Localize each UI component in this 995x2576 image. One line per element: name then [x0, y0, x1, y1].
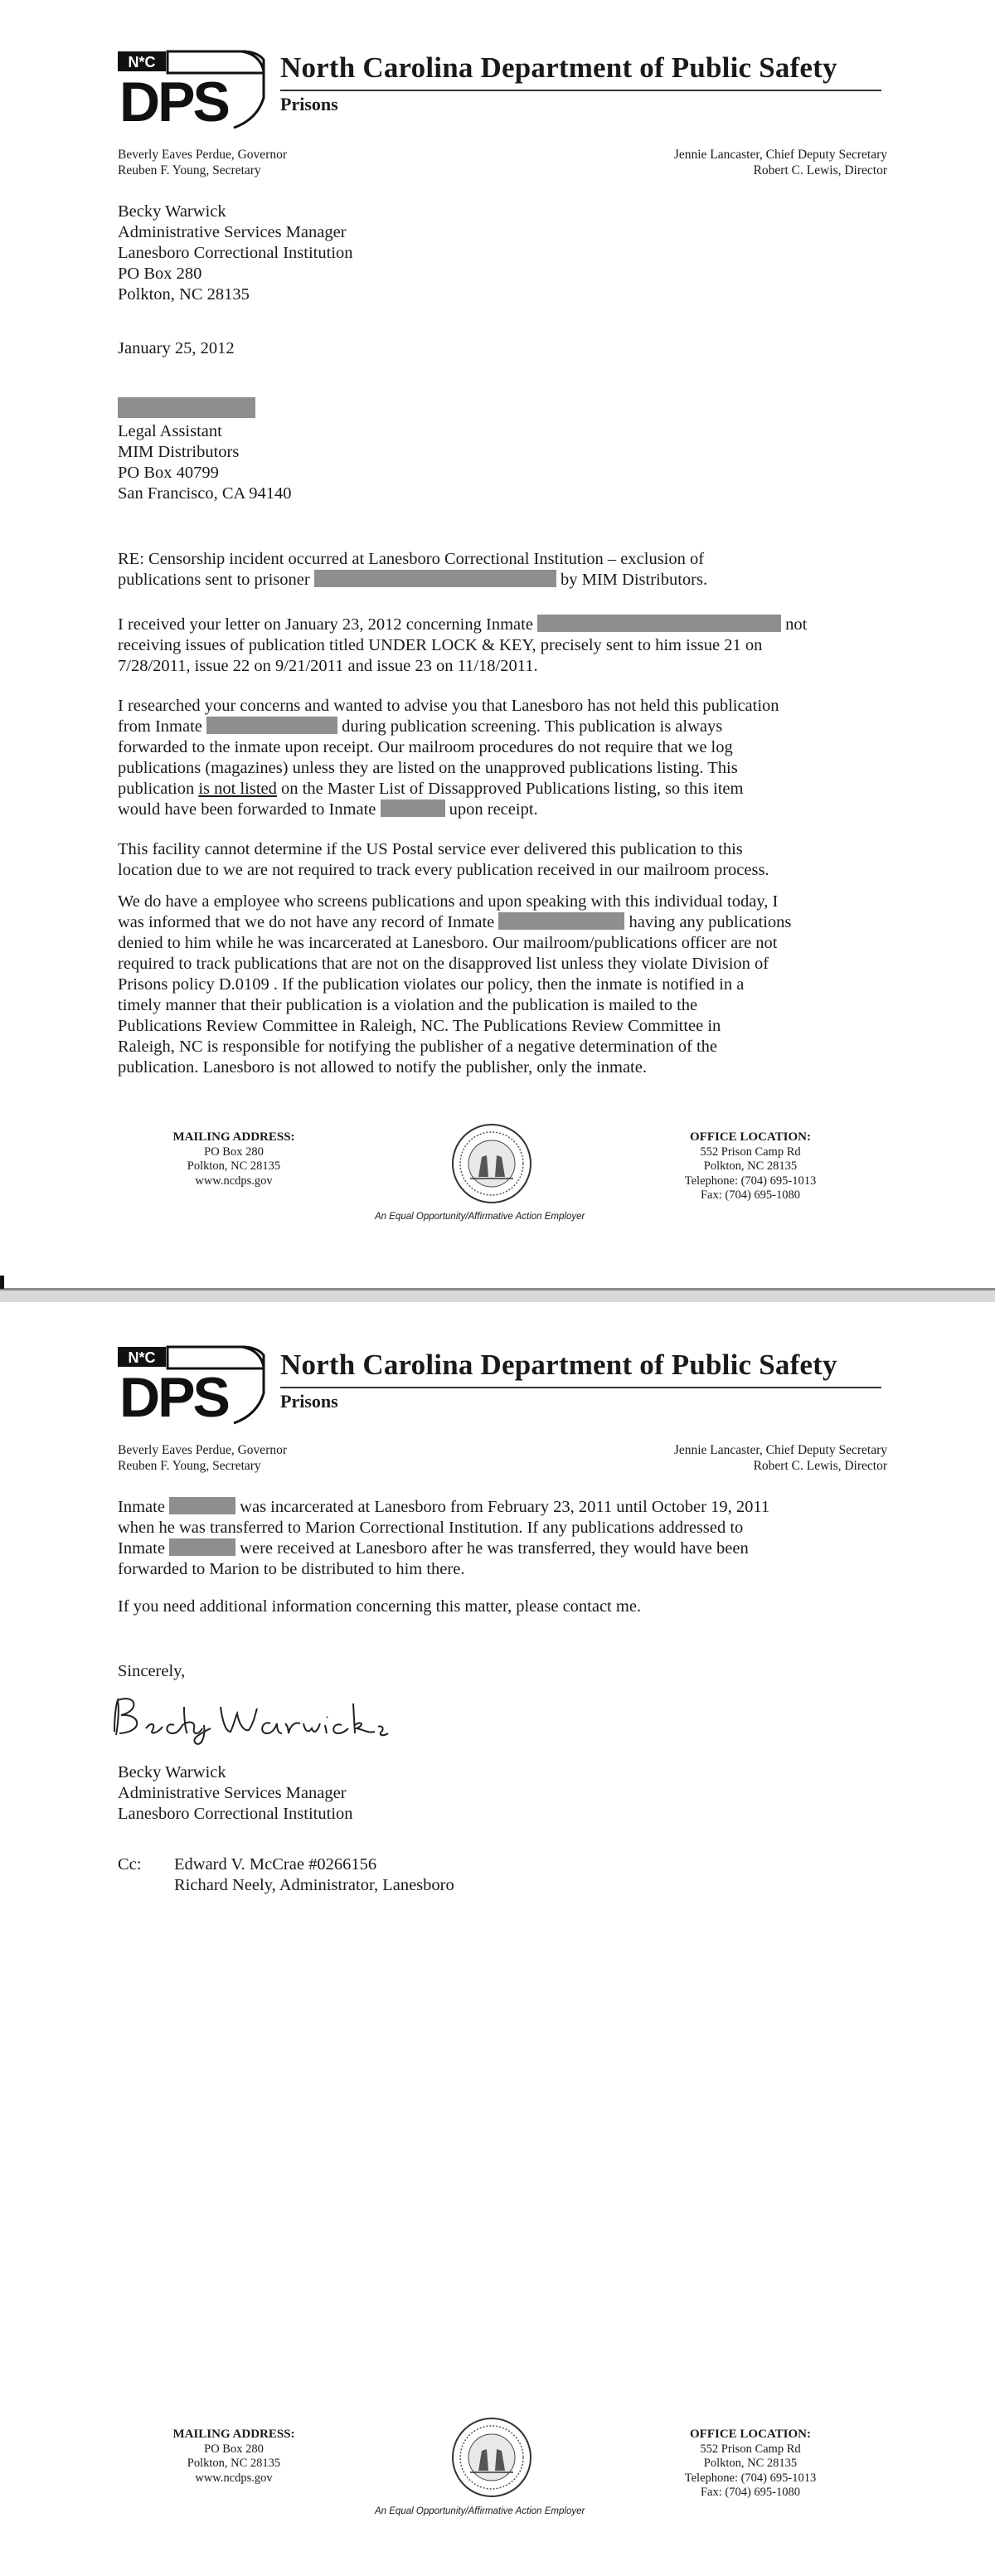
office-location: [667, 2428, 833, 2501]
dps-logo: [118, 48, 265, 129]
officials-right: [674, 147, 887, 178]
p5-line-2: when he was transferred to Marion Correctional Institution. If any publications addressed to: [118, 1519, 744, 1537]
officials-left: [118, 147, 287, 178]
p4-line-1: We do have a employee who screens publications and upon speaking with this individual today, I: [118, 892, 779, 911]
official-secretary: Reuben F. Young, Secretary: [118, 163, 261, 177]
paragraph-employee-screening: [118, 892, 897, 1078]
state-seal-icon: [450, 1122, 533, 1205]
p5-line-4: forwarded to Marion to be distributed to him there.: [118, 1560, 465, 1578]
official-governor: Beverly Eaves Perdue, Governor: [118, 148, 288, 162]
p4-line-8: Raleigh, NC is responsible for notifying the publisher of a negative determination of the: [118, 1038, 718, 1056]
signer-institution: Lanesboro Correctional Institution: [118, 1805, 353, 1823]
re-line-1: RE: Censorship incident occurred at Lanesboro Correctional Institution – exclusion of: [118, 550, 705, 568]
division-name: Prisons: [280, 1391, 338, 1412]
p2-text: publication: [118, 780, 195, 798]
office-city: Polkton, NC 28135: [703, 2457, 798, 2470]
p2-line-1: I researched your concerns and wanted to advise you that Lanesboro has not held this publication: [118, 697, 779, 715]
p1-line-2: receiving issues of publication titled UNDER LOCK & KEY, precisely sent to him issue 21 on: [118, 636, 763, 654]
letter-page-2: [0, 1302, 995, 2576]
p2-text-end: on the Master List of Dissapproved Publications listing, so this item: [281, 780, 744, 798]
sender-address: [118, 202, 353, 305]
re-text: publications sent to prisoner: [118, 571, 310, 589]
website-link[interactable]: www.ncdps.gov: [195, 1174, 273, 1188]
letterhead-rule: [280, 1387, 881, 1388]
p4-line-5: Prisons policy D.0109 . If the publication violates our policy, then the inmate is notified in a: [118, 975, 745, 994]
p4-line-4: required to track publications that are not on the disapproved list unless they violate Division of: [118, 955, 769, 973]
redacted-recipient-name: [118, 397, 255, 418]
signer-block: [118, 1762, 353, 1825]
signer-name: Becky Warwick: [118, 1763, 226, 1781]
closing: Sincerely,: [118, 1662, 186, 1680]
office-city: Polkton, NC 28135: [703, 1159, 798, 1173]
office-fax: Fax: (704) 695-1080: [700, 1188, 800, 1202]
p4-line-2: [118, 912, 897, 933]
division-name: Prisons: [280, 94, 338, 114]
p2-line-2: [118, 717, 897, 737]
redacted-inmate-name: [498, 912, 624, 930]
paragraph-postal-service: [118, 839, 897, 881]
p4-line-7: Publications Review Committee in Raleigh, NC. The Publications Review Committee in: [118, 1017, 721, 1035]
office-location-title: OFFICE LOCATION:: [690, 1130, 811, 1144]
p2-text-end: upon receipt.: [449, 800, 538, 819]
redacted-inmate-name: [381, 800, 445, 817]
mailing-city: Polkton, NC 28135: [187, 1159, 281, 1173]
dps-logo: [118, 1344, 265, 1425]
p4-line-3: denied to him while he was incarcerated at Lanesboro. Our mailroom/publications officer are not: [118, 934, 778, 952]
letterhead-rule: [280, 90, 881, 91]
p4-line-6: timely manner that their publication is a violation and the publication is mailed to the: [118, 996, 698, 1014]
agency-name: North Carolina Department of Public Safety: [280, 51, 837, 84]
state-seal-icon: [450, 2416, 533, 2499]
recipient-city: San Francisco, CA 94140: [118, 484, 292, 503]
office-street: 552 Prison Camp Rd: [700, 2442, 801, 2456]
paragraph-incarceration: [118, 1497, 897, 1580]
sender-title: Administrative Services Manager: [118, 223, 347, 241]
mailing-po-box: PO Box 280: [204, 1145, 264, 1159]
cc-list: [174, 1854, 454, 1896]
cc-recipient-1: Edward V. McCrae #0266156: [174, 1855, 377, 1874]
official-director: Robert C. Lewis, Director: [753, 163, 887, 177]
mailing-po-box: PO Box 280: [204, 2442, 264, 2456]
mailing-city: Polkton, NC 28135: [187, 2457, 281, 2470]
page-edge-mark: [0, 1276, 4, 1289]
mailing-address: [151, 1130, 317, 1188]
officials-right: [674, 1442, 887, 1474]
p2-text: from Inmate: [118, 717, 202, 736]
logo-top-text: N*C: [128, 1349, 156, 1366]
handwritten-signature: [108, 1692, 390, 1750]
re-line-2: [118, 570, 897, 591]
office-street: 552 Prison Camp Rd: [700, 1145, 801, 1159]
redacted-inmate-name: [169, 1538, 235, 1556]
redacted-inmate-name: [537, 615, 781, 632]
sender-city: Polkton, NC 28135: [118, 285, 250, 304]
letter-date: January 25, 2012: [118, 339, 235, 357]
paragraph-letter-received: [118, 615, 897, 677]
re-line: [118, 549, 897, 591]
recipient-po-box: PO Box 40799: [118, 464, 219, 482]
equal-opportunity-statement: An Equal Opportunity/Affirmative Action Employer: [375, 1212, 585, 1222]
redacted-prisoner-name: [314, 570, 556, 587]
p1-line-3: 7/28/2011, issue 22 on 9/21/2011 and issue 23 on 11/18/2011.: [118, 657, 538, 675]
p4-text-end: having any publications: [629, 913, 792, 931]
p2-line-4: publications (magazines) unless they are listed on the unapproved publications listing. This: [118, 759, 738, 777]
p2-text: would have been forwarded to Inmate: [118, 800, 376, 819]
logo-top-text: N*C: [128, 54, 156, 70]
p1-text-end: not: [785, 615, 808, 634]
sender-institution: Lanesboro Correctional Institution: [118, 244, 353, 262]
official-secretary: Reuben F. Young, Secretary: [118, 1459, 261, 1473]
website-link[interactable]: www.ncdps.gov: [195, 2471, 273, 2485]
redacted-inmate-name: [169, 1497, 235, 1514]
mailing-address-title: MAILING ADDRESS:: [172, 1130, 295, 1144]
equal-opportunity-statement: An Equal Opportunity/Affirmative Action Employer: [375, 2506, 585, 2516]
officials-left: [118, 1442, 287, 1474]
office-location: [667, 1130, 833, 1203]
mailing-address-title: MAILING ADDRESS:: [172, 2428, 295, 2441]
p5-text: Inmate: [118, 1498, 165, 1516]
p5-text-end: were received at Lanesboro after he was transferred, they would have been: [240, 1539, 749, 1558]
re-text-end: by MIM Distributors.: [560, 571, 708, 589]
cc-label: Cc:: [118, 1855, 142, 1874]
official-deputy-secretary: Jennie Lancaster, Chief Deputy Secretary: [673, 1443, 887, 1457]
paragraph-contact: If you need additional information concerning this matter, please contact me.: [118, 1597, 642, 1616]
p1-line-1: [118, 615, 897, 635]
office-telephone: Telephone: (704) 695-1013: [684, 1174, 817, 1188]
p2-line-5: [118, 779, 897, 800]
page-separator: [0, 1288, 995, 1302]
office-location-title: OFFICE LOCATION:: [690, 2428, 811, 2441]
logo-main-text: DPS: [119, 1366, 228, 1425]
redacted-inmate-name: [206, 717, 337, 734]
recipient-address: [118, 421, 292, 504]
p4-line-9: publication. Lanesboro is not allowed to notify the publisher, only the inmate.: [118, 1058, 647, 1077]
p4-text: was informed that we do not have any record of Inmate: [118, 913, 495, 931]
official-director: Robert C. Lewis, Director: [753, 1459, 887, 1473]
p5-text: Inmate: [118, 1539, 165, 1558]
recipient-title: Legal Assistant: [118, 422, 222, 440]
underlined-text: is not listed: [198, 780, 277, 798]
p2-text-end: during publication screening. This publication is always: [342, 717, 723, 736]
paragraph-research: [118, 696, 897, 820]
official-deputy-secretary: Jennie Lancaster, Chief Deputy Secretary: [673, 148, 887, 162]
p5-line-1: [118, 1497, 897, 1518]
p2-line-3: forwarded to the inmate upon receipt. Our mailroom procedures do not require that we log: [118, 738, 733, 756]
cc-recipient-2: Richard Neely, Administrator, Lanesboro: [174, 1876, 454, 1894]
p1-text: I received your letter on January 23, 2012 concerning Inmate: [118, 615, 533, 634]
logo-main-text: DPS: [119, 70, 228, 129]
signer-title: Administrative Services Manager: [118, 1784, 347, 1802]
p5-line-3: [118, 1538, 897, 1559]
office-telephone: Telephone: (704) 695-1013: [684, 2471, 817, 2485]
p5-text-end: was incarcerated at Lanesboro from February 23, 2011 until October 19, 2011: [240, 1498, 770, 1516]
p3-line-2: location due to we are not required to track every publication received in our mailroom process.: [118, 861, 769, 879]
p3-line-1: This facility cannot determine if the US Postal service ever delivered this publication to this: [118, 840, 743, 858]
official-governor: Beverly Eaves Perdue, Governor: [118, 1443, 288, 1457]
office-fax: Fax: (704) 695-1080: [700, 2486, 800, 2499]
p2-line-6: [118, 800, 897, 820]
sender-po-box: PO Box 280: [118, 265, 202, 283]
agency-name: North Carolina Department of Public Safety: [280, 1349, 837, 1381]
sender-name: Becky Warwick: [118, 202, 226, 221]
recipient-company: MIM Distributors: [118, 443, 240, 461]
mailing-address: [151, 2428, 317, 2486]
